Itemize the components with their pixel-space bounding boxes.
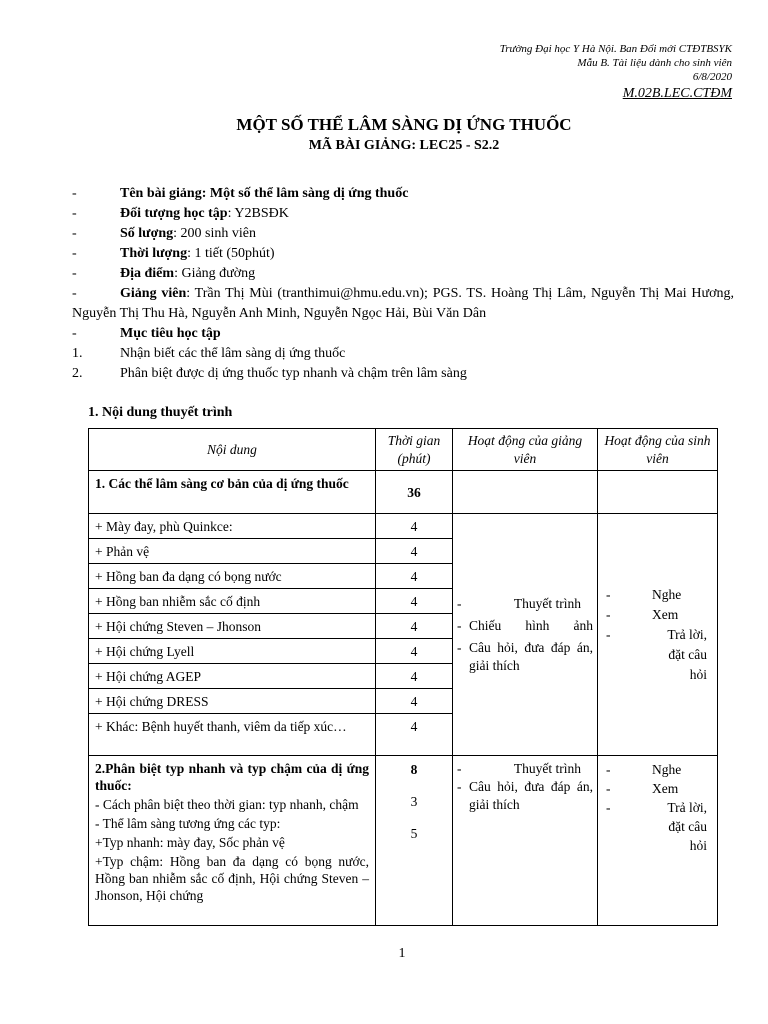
objective-1: 1. Nhận biết các thể lâm sàng dị ứng thuốc xyxy=(72,346,346,361)
section-2-title: 2.Phân biệt typ nhanh và typ chậm của dị ứng thuốc: xyxy=(95,761,369,793)
table-row: + Hội chứng Lyell 4 xyxy=(89,639,718,664)
student-activities-1: - Nghe - Xem - Trả lời, đặt câu hỏi xyxy=(598,514,718,756)
section-1-minutes: 36 xyxy=(376,471,453,514)
column-header-student: Hoạt động của sinh viên xyxy=(598,429,718,471)
table-row-section-2 xyxy=(89,756,718,926)
column-header-content: Nội dung xyxy=(89,429,376,471)
table-row-section-1 xyxy=(89,471,718,514)
teacher-activities-2: - Thuyết trình - Câu hỏi, đưa đáp án, giải thích xyxy=(453,756,598,926)
header-form: Mẫu B. Tài liệu dành cho sinh viên xyxy=(577,57,732,69)
header-date: 6/8/2020 xyxy=(692,71,732,83)
info-duration-row: - Thời lượng: 1 tiết (50phút) xyxy=(72,246,275,261)
lecturer-list: : Trần Thị Mùi (tranthimui@hmu.edu.vn); PGS. TS. Hoàng Thị Lâm, Nguyễn Thị Mai Hương, Nguyễn Thị Thu Hà, Nguyễn Anh Minh, Nguyễn Ngọc Hải, Bùi Văn Dân xyxy=(72,286,734,321)
teacher-activities-1: - Thuyết trình - Chiếu hình ảnh - Câu hỏi, đưa đáp án, giải thích xyxy=(453,514,598,756)
page-number: 1 xyxy=(398,946,406,961)
header-institution: Trường Đại học Y Hà Nội. Ban Đổi mới CTĐTBSYK xyxy=(499,43,732,55)
lecture-name: Tên bài giảng: Một số thể lâm sàng dị ứng thuốc xyxy=(120,186,409,201)
table-header-row xyxy=(89,429,718,471)
table-row: + Hội chứng DRESS 4 xyxy=(89,689,718,714)
document-header xyxy=(500,42,732,103)
info-objectives-row: - Mục tiêu học tập xyxy=(72,326,221,341)
student-activities-2: - Nghe - Xem - Trả lời, đặt câu hỏi xyxy=(598,756,718,926)
table-row: + Hồng ban nhiễm sắc cố định 4 xyxy=(89,589,718,614)
table-row: + Phản vệ 4 xyxy=(89,539,718,564)
table-row: + Hội chứng AGEP 4 xyxy=(89,664,718,689)
column-header-teacher: Hoạt động của giảng viên xyxy=(453,429,598,471)
lecture-info xyxy=(72,184,734,384)
table-row: + Mày đay, phù Quinkce: 4 - Thuyết trình - Chiếu hình ảnh - Câu hỏi, đưa đáp án, giải thích - Nghe - Xem - Trả lời, đặt câu hỏi xyxy=(89,514,718,539)
table-row: + Hội chứng Steven – Jhonson 4 xyxy=(89,614,718,639)
lesson-plan-table xyxy=(88,428,718,926)
info-place-row: - Địa điểm: Giảng đường xyxy=(72,266,256,281)
document-subtitle: MÃ BÀI GIẢNG: LEC25 - S2.2 xyxy=(308,138,500,153)
section-heading: 1. Nội dung thuyết trình xyxy=(88,405,233,420)
column-header-time: Thời gian (phút) xyxy=(376,429,453,471)
section-2-minutes: 8 3 5 xyxy=(376,756,453,926)
table-row: + Khác: Bệnh huyết thanh, viêm da tiếp xúc… 4 xyxy=(89,714,718,756)
info-audience-row: - Đối tượng học tập: Y2BSĐK xyxy=(72,206,289,221)
info-name-row: - Tên bài giảng: Một số thể lâm sàng dị ứng thuốc xyxy=(72,186,409,201)
header-code: M.02B.LEC.CTĐM xyxy=(622,86,732,101)
objective-2: 2. Phân biệt được dị ứng thuốc typ nhanh và chậm trên lâm sàng xyxy=(72,366,467,381)
table-row: + Hồng ban đa dạng có bọng nước 4 xyxy=(89,564,718,589)
info-count-row: - Số lượng: 200 sinh viên xyxy=(72,226,256,241)
section-1-title: 1. Các thể lâm sàng cơ bản của dị ứng thuốc xyxy=(89,471,376,514)
section-2-content: 2.Phân biệt typ nhanh và typ chậm của dị ứng thuốc: - Cách phân biệt theo thời gian: typ nhanh, chậm - Thể lâm sàng tương ứng các typ: +Typ nhanh: mày đay, Sốc phản vệ +Typ chậm: Hồng ban đa dạng có bọng nước, Hồng ban nhiễm sắc cố định, Hội chứng Steven – Jhonson, Hội chứng xyxy=(89,756,376,926)
document-title: MỘT SỐ THỂ LÂM SÀNG DỊ ỨNG THUỐC xyxy=(236,115,572,134)
info-lecturer-row: - Giảng viên: Trần Thị Mùi (tranthimui@hmu.edu.vn); PGS. TS. Hoàng Thị Lâm, Nguyễn Thị Mai Hương, Nguyễn Thị Thu Hà, Nguyễn Anh Minh, Nguyễn Ngọc Hải, Bùi Văn Dân xyxy=(72,286,734,321)
